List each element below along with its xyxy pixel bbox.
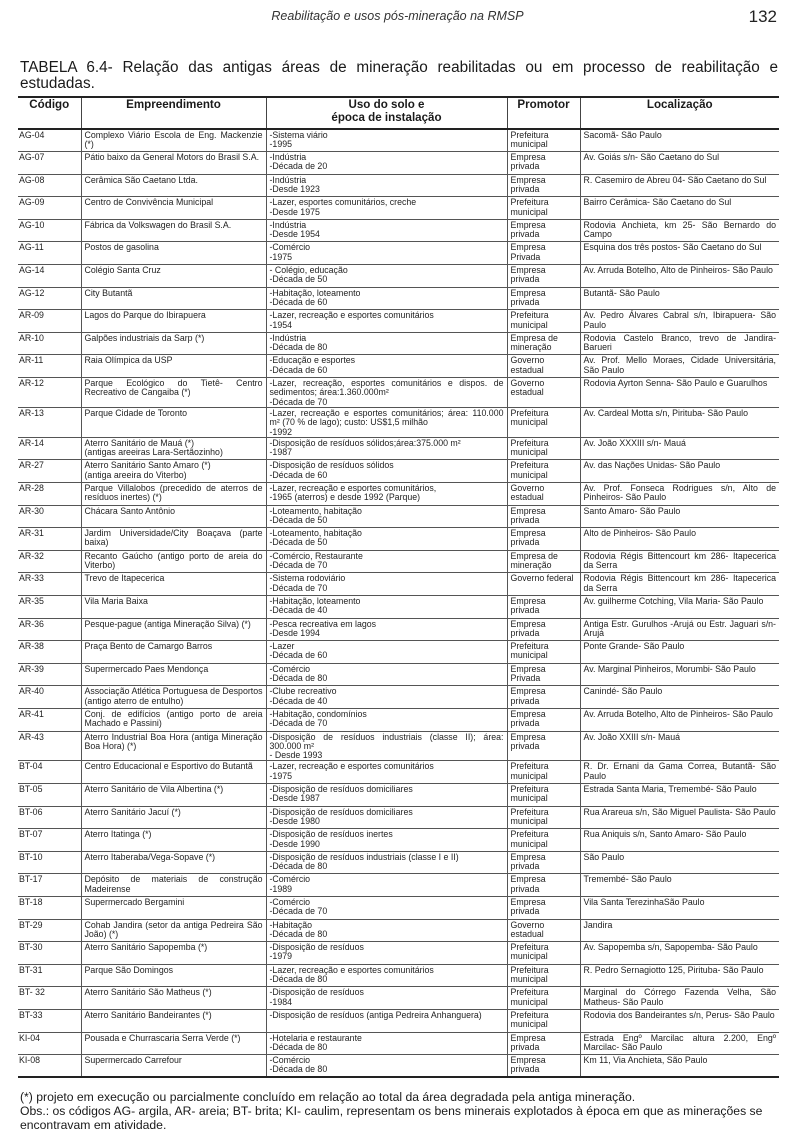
cell-promotor: Empresa privada <box>507 265 580 288</box>
cell-uso-do-solo: -Lazer, recreação e esportes comunitários -1975 <box>266 761 507 784</box>
cell-localizacao: Rodovia dos Bandeirantes s/n, Perus- São Paulo <box>580 1009 779 1032</box>
cell-uso-do-solo: -Comércio -Década de 80 <box>266 1055 507 1078</box>
cell-promotor: Empresa privada <box>507 287 580 310</box>
cell-localizacao: Rodovia Régis Bittencourt km 286- Itapecerica da Serra <box>580 573 779 596</box>
cell-codigo: BT-04 <box>18 761 81 784</box>
cell-promotor: Prefeitura municipal <box>507 761 580 784</box>
cell-promotor: Governo estadual <box>507 378 580 408</box>
cell-promotor: Empresa de mineração <box>507 550 580 573</box>
table-row <box>18 851 779 874</box>
cell-uso-do-solo: -Comércio -Década de 80 <box>266 663 507 686</box>
cell-localizacao: Jandira <box>580 919 779 942</box>
cell-promotor: Empresa de mineração <box>507 332 580 355</box>
cell-empreendimento: Pousada e Churrascaria Serra Verde (*) <box>81 1032 266 1055</box>
cell-promotor: Prefeitura municipal <box>507 641 580 664</box>
cell-codigo: KI-04 <box>18 1032 81 1055</box>
footnote-observation: Obs.: os códigos AG- argila, AR- areia; BT- brita; KI- caulim, representam os bens minerais explotados à época em que as minerações se encontravam em atividade. <box>20 1104 763 1132</box>
cell-uso-do-solo: -Comércio -Década de 70 <box>266 896 507 919</box>
table-row <box>18 874 779 897</box>
cell-promotor: Empresa privada <box>507 731 580 761</box>
table-row <box>18 378 779 408</box>
cell-empreendimento: Depósito de materiais de construção Madeirense <box>81 874 266 897</box>
cell-codigo: AR-10 <box>18 332 81 355</box>
cell-uso-do-solo: -Habitação, loteamento -Década de 60 <box>266 287 507 310</box>
cell-localizacao: Bairro Cerâmica- São Caetano do Sul <box>580 197 779 220</box>
cell-localizacao: R. Pedro Sernagiotto 125, Pirituba- São Paulo <box>580 964 779 987</box>
table-row <box>18 310 779 333</box>
cell-codigo: AG-04 <box>18 129 81 152</box>
cell-localizacao: Rodovia Ayrton Senna- São Paulo e Guarulhos <box>580 378 779 408</box>
table-header-row <box>18 97 779 129</box>
cell-codigo: BT-33 <box>18 1009 81 1032</box>
cell-localizacao: Marginal do Córrego Fazenda Velha, São Matheus- São Paulo <box>580 987 779 1010</box>
cell-empreendimento: Galpões industriais da Sarp (*) <box>81 332 266 355</box>
cell-empreendimento: Colégio Santa Cruz <box>81 265 266 288</box>
cell-empreendimento: Aterro Sanitário São Matheus (*) <box>81 987 266 1010</box>
cell-uso-do-solo: -Disposição de resíduos inertes -Desde 1990 <box>266 829 507 852</box>
cell-promotor: Empresa privada <box>507 219 580 242</box>
column-header-promotor: Promotor <box>507 97 580 129</box>
page-header <box>0 6 795 28</box>
cell-uso-do-solo: -Loteamento, habitação -Década de 50 <box>266 528 507 551</box>
cell-codigo: AR-27 <box>18 460 81 483</box>
table-row <box>18 550 779 573</box>
cell-codigo: AG-09 <box>18 197 81 220</box>
cell-empreendimento: Conj. de edifícios (antigo porto de areia Machado e Passini) <box>81 708 266 731</box>
cell-codigo: AR-39 <box>18 663 81 686</box>
cell-codigo: AR-36 <box>18 618 81 641</box>
cell-empreendimento: Centro Educacional e Esportivo do Butantã <box>81 761 266 784</box>
table-row <box>18 332 779 355</box>
table-row <box>18 265 779 288</box>
cell-codigo: BT-06 <box>18 806 81 829</box>
cell-localizacao: Av. Arruda Botelho, Alto de Pinheiros- São Paulo <box>580 265 779 288</box>
cell-localizacao: Av. guilherme Cotching, Vila Maria- São Paulo <box>580 595 779 618</box>
cell-promotor: Prefeitura municipal <box>507 829 580 852</box>
column-header-empreendimento: Empreendimento <box>81 97 266 129</box>
table-row <box>18 287 779 310</box>
cell-uso-do-solo: -Habitação -Década de 80 <box>266 919 507 942</box>
cell-empreendimento: Aterro Itatinga (*) <box>81 829 266 852</box>
cell-codigo: AR-43 <box>18 731 81 761</box>
cell-localizacao: Av. das Nações Unidas- São Paulo <box>580 460 779 483</box>
table-row <box>18 641 779 664</box>
cell-uso-do-solo: -Sistema rodoviário -Década de 70 <box>266 573 507 596</box>
cell-promotor: Empresa privada <box>507 686 580 709</box>
cell-codigo: AR-35 <box>18 595 81 618</box>
cell-localizacao: Av. Sapopemba s/n, Sapopemba- São Paulo <box>580 942 779 965</box>
cell-codigo: AR-41 <box>18 708 81 731</box>
table-row <box>18 919 779 942</box>
table-row <box>18 806 779 829</box>
cell-localizacao: Antiga Estr. Gurulhos -Arujá ou Estr. Jaguari s/n- Arujá <box>580 618 779 641</box>
cell-localizacao: Sacomã- São Paulo <box>580 129 779 152</box>
cell-promotor: Empresa Privada <box>507 663 580 686</box>
cell-localizacao: Av. Prof. Mello Moraes, Cidade Universitária, São Paulo <box>580 355 779 378</box>
table-row <box>18 460 779 483</box>
cell-empreendimento: Aterro Sanitário de Vila Albertina (*) <box>81 784 266 807</box>
cell-promotor: Governo estadual <box>507 355 580 378</box>
cell-codigo: AR-13 <box>18 407 81 437</box>
cell-codigo: AR-31 <box>18 528 81 551</box>
cell-promotor: Empresa Privada <box>507 242 580 265</box>
cell-codigo: AR-32 <box>18 550 81 573</box>
table-row <box>18 152 779 175</box>
cell-localizacao: Km 11, Via Anchieta, São Paulo <box>580 1055 779 1078</box>
table-row <box>18 987 779 1010</box>
cell-localizacao: Rua Arareua s/n, São Miguel Paulista- São Paulo <box>580 806 779 829</box>
cell-promotor: Empresa privada <box>507 152 580 175</box>
cell-empreendimento: Supermercado Paes Mendonça <box>81 663 266 686</box>
cell-codigo: AR-38 <box>18 641 81 664</box>
cell-uso-do-solo: -Clube recreativo -Década de 40 <box>266 686 507 709</box>
cell-codigo: AR-12 <box>18 378 81 408</box>
cell-empreendimento: Aterro Industrial Boa Hora (antiga Mineração Boa Hora) (*) <box>81 731 266 761</box>
cell-empreendimento: Aterro Sanitário de Mauá (*) (antigas areeiras Lara-Sertãozinho) <box>81 437 266 460</box>
cell-uso-do-solo: -Lazer, recreação e esportes comunitários -1954 <box>266 310 507 333</box>
table-row <box>18 663 779 686</box>
cell-empreendimento: Postos de gasolina <box>81 242 266 265</box>
cell-localizacao: Butantã- São Paulo <box>580 287 779 310</box>
cell-uso-do-solo: -Comércio, Restaurante -Década de 70 <box>266 550 507 573</box>
column-header-localizacao: Localização <box>580 97 779 129</box>
cell-codigo: BT-30 <box>18 942 81 965</box>
cell-uso-do-solo: -Hotelaria e restaurante -Década de 80 <box>266 1032 507 1055</box>
cell-localizacao: Av. João XXIII s/n- Mauá <box>580 731 779 761</box>
cell-uso-do-solo: -Lazer, recreação e esportes comunitários; área: 110.000 m² (70 % de lago); custo: US$1,5 milhão -1992 <box>266 407 507 437</box>
cell-codigo: AR-33 <box>18 573 81 596</box>
cell-localizacao: Ponte Grande- São Paulo <box>580 641 779 664</box>
cell-empreendimento: Parque Ecológico do Tietê- Centro Recreativo de Cangaiba (*) <box>81 378 266 408</box>
cell-uso-do-solo: -Lazer, recreação, esportes comunitários e dispos. de sedimentos; área:1.360.000m² -Década de 70 <box>266 378 507 408</box>
cell-empreendimento: Aterro Sanitário Santo Amaro (*) (antiga areeira do Viterbo) <box>81 460 266 483</box>
table-row <box>18 896 779 919</box>
cell-uso-do-solo: - Colégio, educação -Década de 50 <box>266 265 507 288</box>
cell-localizacao: Tremembé- São Paulo <box>580 874 779 897</box>
cell-localizacao: Santo Amaro- São Paulo <box>580 505 779 528</box>
cell-uso-do-solo: -Sistema viário -1995 <box>266 129 507 152</box>
cell-promotor: Prefeitura municipal <box>507 129 580 152</box>
cell-localizacao: Rodovia Régis Bittencourt km 286- Itapecerica da Serra <box>580 550 779 573</box>
table-row <box>18 437 779 460</box>
cell-uso-do-solo: -Habitação, loteamento -Década de 40 <box>266 595 507 618</box>
cell-localizacao: Estrada Engº Marcilac altura 2.200, Engº Marcilac- São Paulo <box>580 1032 779 1055</box>
table-row <box>18 686 779 709</box>
cell-promotor: Empresa privada <box>507 851 580 874</box>
cell-empreendimento: Vila Maria Baixa <box>81 595 266 618</box>
table-row <box>18 618 779 641</box>
cell-promotor: Governo federal <box>507 573 580 596</box>
table-body <box>18 129 779 1077</box>
cell-empreendimento: Cohab Jandira (setor da antiga Pedreira São João) (*) <box>81 919 266 942</box>
cell-codigo: BT- 32 <box>18 987 81 1010</box>
cell-empreendimento: Pátio baixo da General Motors do Brasil S.A. <box>81 152 266 175</box>
cell-promotor: Prefeitura municipal <box>507 987 580 1010</box>
cell-empreendimento: Jardim Universidade/City Boaçava (parte baixa) <box>81 528 266 551</box>
table-row <box>18 197 779 220</box>
cell-promotor: Empresa privada <box>507 896 580 919</box>
cell-empreendimento: Aterro Sanitário Jacuí (*) <box>81 806 266 829</box>
cell-localizacao: Esquina dos três postos- São Caetano do Sul <box>580 242 779 265</box>
cell-localizacao: R. Casemiro de Abreu 04- São Caetano do Sul <box>580 174 779 197</box>
cell-localizacao: Estrada Santa Maria, Tremembé- São Paulo <box>580 784 779 807</box>
cell-promotor: Prefeitura municipal <box>507 460 580 483</box>
cell-localizacao: Rodovia Castelo Branco, trevo de Jandira- Barueri <box>580 332 779 355</box>
cell-empreendimento: Recanto Gaúcho (antigo porto de areia do Viterbo) <box>81 550 266 573</box>
cell-uso-do-solo: -Disposição de resíduos sólidos;área:375.000 m² -1987 <box>266 437 507 460</box>
table-row <box>18 407 779 437</box>
cell-codigo: BT-17 <box>18 874 81 897</box>
table-row <box>18 528 779 551</box>
cell-uso-do-solo: -Indústria -Desde 1923 <box>266 174 507 197</box>
cell-uso-do-solo: -Disposição de resíduos -1984 <box>266 987 507 1010</box>
cell-empreendimento: Parque Cidade de Toronto <box>81 407 266 437</box>
cell-promotor: Prefeitura municipal <box>507 942 580 965</box>
table-notes <box>20 1090 780 1132</box>
cell-codigo: BT-07 <box>18 829 81 852</box>
cell-codigo: AR-14 <box>18 437 81 460</box>
cell-empreendimento: Raia Olímpica da USP <box>81 355 266 378</box>
cell-empreendimento: Chácara Santo Antônio <box>81 505 266 528</box>
cell-promotor: Prefeitura municipal <box>507 437 580 460</box>
cell-empreendimento: Aterro Itaberaba/Vega-Sopave (*) <box>81 851 266 874</box>
running-title: Reabilitação e usos pós-mineração na RMSP <box>271 9 524 23</box>
table-row <box>18 595 779 618</box>
cell-localizacao: Av. Cardeal Motta s/n, Pirituba- São Paulo <box>580 407 779 437</box>
cell-promotor: Prefeitura municipal <box>507 784 580 807</box>
cell-localizacao: Rodovia Anchieta, km 25- São Bernardo do Campo <box>580 219 779 242</box>
column-header-codigo: Código <box>18 97 81 129</box>
cell-uso-do-solo: -Disposição de resíduos domiciliares -Desde 1987 <box>266 784 507 807</box>
cell-localizacao: R. Dr. Ernani da Gama Correa, Butantã- São Paulo <box>580 761 779 784</box>
footnote-asterisk: (*) projeto em execução ou parcialmente concluído em relação ao total da área degradada pela antiga mineração. <box>20 1090 636 1104</box>
table-row <box>18 731 779 761</box>
cell-uso-do-solo: -Lazer -Década de 60 <box>266 641 507 664</box>
column-header-uso-do-solo: Uso do solo e época de instalação <box>266 97 507 129</box>
cell-promotor: Prefeitura municipal <box>507 1009 580 1032</box>
cell-empreendimento: Lagos do Parque do Ibirapuera <box>81 310 266 333</box>
cell-empreendimento: Cerâmica São Caetano Ltda. <box>81 174 266 197</box>
cell-localizacao: Rua Aniquis s/n, Santo Amaro- São Paulo <box>580 829 779 852</box>
cell-codigo: AG-14 <box>18 265 81 288</box>
cell-uso-do-solo: -Lazer, esportes comunitários, creche -Desde 1975 <box>266 197 507 220</box>
cell-codigo: KI-08 <box>18 1055 81 1078</box>
table-row <box>18 219 779 242</box>
cell-uso-do-solo: -Lazer, recreação e esportes comunitários, -1965 (aterros) e desde 1992 (Parque) <box>266 483 507 506</box>
cell-codigo: AG-10 <box>18 219 81 242</box>
cell-promotor: Governo estadual <box>507 483 580 506</box>
cell-promotor: Empresa privada <box>507 528 580 551</box>
cell-empreendimento: Praça Bento de Camargo Barros <box>81 641 266 664</box>
cell-codigo: AG-12 <box>18 287 81 310</box>
cell-empreendimento: Associação Atlética Portuguesa de Desportos (antigo aterro de entulho) <box>81 686 266 709</box>
cell-codigo: AR-40 <box>18 686 81 709</box>
cell-promotor: Prefeitura municipal <box>507 964 580 987</box>
cell-uso-do-solo: -Disposição de resíduos industriais (classe II); área: 300.000 m² - Desde 1993 <box>266 731 507 761</box>
table-row <box>18 942 779 965</box>
cell-uso-do-solo: -Indústria -Desde 1954 <box>266 219 507 242</box>
cell-codigo: AG-11 <box>18 242 81 265</box>
cell-empreendimento: Parque Villalobos (precedido de aterros de resíduos inertes) (*) <box>81 483 266 506</box>
cell-promotor: Prefeitura municipal <box>507 806 580 829</box>
cell-localizacao: Av. Goiás s/n- São Caetano do Sul <box>580 152 779 175</box>
table-row <box>18 355 779 378</box>
cell-empreendimento: Trevo de Itapecerica <box>81 573 266 596</box>
cell-uso-do-solo: -Lazer, recreação e esportes comunitários -Década de 80 <box>266 964 507 987</box>
cell-uso-do-solo: -Disposição de resíduos domiciliares -Desde 1980 <box>266 806 507 829</box>
cell-uso-do-solo: -Disposição de resíduos sólidos -Década de 60 <box>266 460 507 483</box>
table-row <box>18 242 779 265</box>
cell-codigo: BT-05 <box>18 784 81 807</box>
cell-localizacao: Av. João XXXIII s/n- Mauá <box>580 437 779 460</box>
table-row <box>18 573 779 596</box>
cell-localizacao: Av. Pedro Álvares Cabral s/n, Ibirapuera- São Paulo <box>580 310 779 333</box>
table-row <box>18 1032 779 1055</box>
cell-empreendimento: Pesque-pague (antiga Mineração Silva) (*) <box>81 618 266 641</box>
table-row <box>18 505 779 528</box>
table-row <box>18 129 779 152</box>
cell-codigo: BT-31 <box>18 964 81 987</box>
cell-promotor: Governo estadual <box>507 919 580 942</box>
reclaimed-areas-table <box>18 96 779 1078</box>
cell-localizacao: Vila Santa TerezinhaSão Paulo <box>580 896 779 919</box>
table-row <box>18 784 779 807</box>
cell-promotor: Prefeitura municipal <box>507 197 580 220</box>
cell-uso-do-solo: -Disposição de resíduos industriais (classe I e II) -Década de 80 <box>266 851 507 874</box>
cell-empreendimento: Centro de Convivência Municipal <box>81 197 266 220</box>
cell-uso-do-solo: -Indústria -Década de 80 <box>266 332 507 355</box>
cell-localizacao: Alto de Pinheiros- São Paulo <box>580 528 779 551</box>
cell-codigo: AG-08 <box>18 174 81 197</box>
cell-empreendimento: Fábrica da Volkswagen do Brasil S.A. <box>81 219 266 242</box>
table-row <box>18 708 779 731</box>
cell-uso-do-solo: -Pesca recreativa em lagos -Desde 1994 <box>266 618 507 641</box>
cell-promotor: Empresa privada <box>507 1032 580 1055</box>
cell-codigo: BT-29 <box>18 919 81 942</box>
cell-uso-do-solo: -Loteamento, habitação -Década de 50 <box>266 505 507 528</box>
cell-codigo: AG-07 <box>18 152 81 175</box>
table-row <box>18 483 779 506</box>
table-caption: TABELA 6.4- Relação das antigas áreas de mineração reabilitadas ou em processo de reabilitação e estudadas. <box>20 59 778 92</box>
cell-localizacao: Av. Arruda Botelho, Alto de Pinheiros- São Paulo <box>580 708 779 731</box>
cell-promotor: Empresa privada <box>507 708 580 731</box>
cell-localizacao: Canindé- São Paulo <box>580 686 779 709</box>
cell-uso-do-solo: -Habitação, condomínios -Década de 70 <box>266 708 507 731</box>
cell-codigo: BT-10 <box>18 851 81 874</box>
page-number: 132 <box>748 7 777 26</box>
cell-uso-do-solo: -Indústria -Década de 20 <box>266 152 507 175</box>
cell-promotor: Empresa privada <box>507 595 580 618</box>
table-row <box>18 1009 779 1032</box>
cell-promotor: Empresa privada <box>507 505 580 528</box>
cell-promotor: Empresa privada <box>507 874 580 897</box>
cell-promotor: Prefeitura municipal <box>507 407 580 437</box>
table-row <box>18 964 779 987</box>
cell-codigo: AR-09 <box>18 310 81 333</box>
cell-localizacao: Av. Prof. Fonseca Rodrigues s/n, Alto de Pinheiros- São Paulo <box>580 483 779 506</box>
cell-empreendimento: Complexo Viário Escola de Eng. Mackenzie (*) <box>81 129 266 152</box>
cell-uso-do-solo: -Disposição de resíduos (antiga Pedreira Anhanguera) <box>266 1009 507 1032</box>
cell-localizacao: Av. Marginal Pinheiros, Morumbi- São Paulo <box>580 663 779 686</box>
table-row <box>18 1055 779 1078</box>
cell-empreendimento: Supermercado Carrefour <box>81 1055 266 1078</box>
cell-empreendimento: Aterro Sanitário Bandeirantes (*) <box>81 1009 266 1032</box>
cell-promotor: Empresa privada <box>507 174 580 197</box>
cell-codigo: AR-30 <box>18 505 81 528</box>
cell-empreendimento: Supermercado Bergamini <box>81 896 266 919</box>
cell-uso-do-solo: -Comércio -1975 <box>266 242 507 265</box>
cell-empreendimento: Aterro Sanitário Sapopemba (*) <box>81 942 266 965</box>
cell-localizacao: São Paulo <box>580 851 779 874</box>
cell-uso-do-solo: -Comércio -1989 <box>266 874 507 897</box>
cell-codigo: AR-11 <box>18 355 81 378</box>
cell-empreendimento: City Butantã <box>81 287 266 310</box>
cell-promotor: Empresa privada <box>507 1055 580 1078</box>
table-row <box>18 761 779 784</box>
cell-codigo: BT-18 <box>18 896 81 919</box>
cell-promotor: Prefeitura municipal <box>507 310 580 333</box>
cell-promotor: Empresa privada <box>507 618 580 641</box>
cell-codigo: AR-28 <box>18 483 81 506</box>
table-row <box>18 829 779 852</box>
cell-uso-do-solo: -Educação e esportes -Década de 60 <box>266 355 507 378</box>
table-row <box>18 174 779 197</box>
cell-uso-do-solo: -Disposição de resíduos -1979 <box>266 942 507 965</box>
cell-empreendimento: Parque São Domingos <box>81 964 266 987</box>
